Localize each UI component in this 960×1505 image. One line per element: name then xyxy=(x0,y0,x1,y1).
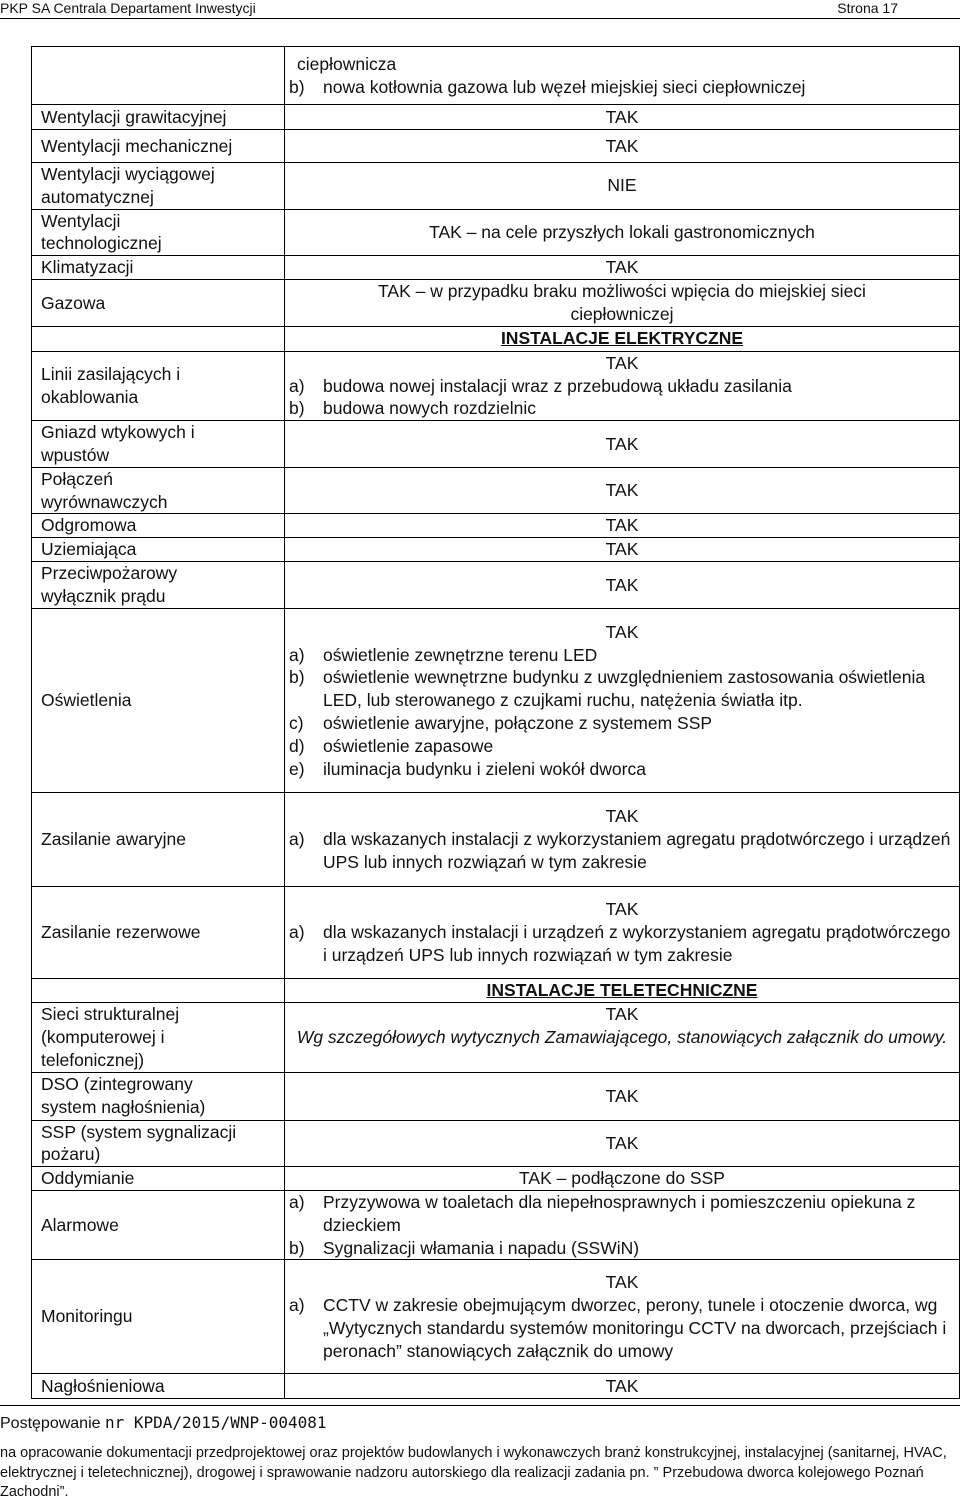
requirement-cell xyxy=(285,887,960,979)
installation-name-line: Połączeń xyxy=(41,468,113,489)
installation-name-line: Monitoringu xyxy=(41,1306,133,1327)
table-row xyxy=(32,514,960,538)
table-row xyxy=(32,47,960,105)
installation-name-line: Przeciwpożarowy xyxy=(41,563,178,584)
installation-name-cell xyxy=(32,538,285,562)
installation-name-line: wyłącznik prądu xyxy=(41,586,166,607)
list-item xyxy=(285,758,959,781)
installation-name-line: Wentylacji mechanicznej xyxy=(41,135,233,156)
list-item xyxy=(285,1191,959,1237)
installation-name-cell xyxy=(32,979,285,1003)
installation-name-line: Klimatyzacji xyxy=(41,257,134,278)
requirement-value: TAK xyxy=(605,574,639,595)
requirement-cell xyxy=(285,1374,960,1399)
list-item xyxy=(285,828,959,874)
requirement-cell xyxy=(285,47,960,105)
requirement-value: TAK xyxy=(605,106,639,127)
list-item xyxy=(285,375,959,398)
installation-name-line: automatycznej xyxy=(41,186,154,207)
table-row xyxy=(32,1190,960,1259)
table-row xyxy=(32,1120,960,1167)
installation-name-cell xyxy=(32,256,285,280)
requirement-cell xyxy=(285,609,960,793)
header-page-number: Strona 17 xyxy=(837,0,898,16)
installation-name-line: Oświetlenia xyxy=(41,690,132,711)
table-row xyxy=(32,793,960,887)
installation-name-cell xyxy=(32,887,285,979)
installations-table xyxy=(31,46,960,1399)
installation-name-line: Wentylacji xyxy=(41,210,121,231)
requirement-cell xyxy=(285,1003,960,1072)
list-marker: b) xyxy=(289,1237,305,1258)
installation-name-cell xyxy=(32,351,285,420)
page-header xyxy=(0,0,960,19)
list-marker: a) xyxy=(289,1295,305,1316)
requirement-value: TAK xyxy=(605,1272,639,1293)
requirement-value: TAK xyxy=(605,515,639,536)
list-item-text: budowa nowych rozdzielnic xyxy=(323,398,537,419)
list-item xyxy=(285,712,959,735)
installation-name-cell xyxy=(32,1167,285,1191)
list-item xyxy=(285,921,959,967)
installation-name-line: pożaru) xyxy=(41,1144,101,1165)
requirement-value: TAK xyxy=(605,806,639,827)
requirement-value: TAK xyxy=(605,1132,639,1153)
requirement-cell xyxy=(285,793,960,887)
list-item xyxy=(285,1237,959,1260)
requirement-cell xyxy=(285,421,960,468)
installation-name-line: (komputerowej i xyxy=(41,1026,165,1047)
table-row xyxy=(32,1260,960,1374)
installation-name-cell xyxy=(32,514,285,538)
list-item-text: oświetlenie awaryjne, połączone z systemem SSP xyxy=(323,713,713,734)
installation-name-line: DSO (zintegrowany xyxy=(41,1074,193,1095)
installation-name-line: Zasilanie awaryjne xyxy=(41,829,186,850)
table-row xyxy=(32,130,960,163)
requirement-cell xyxy=(285,163,960,210)
installation-name-line: Oddymianie xyxy=(41,1168,135,1189)
installation-name-line: okablowania xyxy=(41,386,139,407)
list-marker: b) xyxy=(289,398,305,419)
list-item xyxy=(285,76,959,99)
requirement-cell xyxy=(285,538,960,562)
table-row xyxy=(32,1072,960,1120)
installation-name-cell xyxy=(32,209,285,256)
list-item-text: nowa kotłownia gazowa lub węzeł miejskiej sieci ciepłowniczej xyxy=(323,76,806,97)
section-heading: INSTALACJE ELEKTRYCZNE xyxy=(500,328,744,349)
requirement-value: TAK – w przypadku braku możliwości wpięcia do miejskiej sieci xyxy=(378,281,866,302)
requirement-cell xyxy=(285,979,960,1003)
list-item xyxy=(285,1294,959,1362)
requirement-value: ciepłowniczej xyxy=(570,303,674,324)
list-marker: b) xyxy=(289,667,305,688)
requirement-cell xyxy=(285,351,960,420)
table-row xyxy=(32,105,960,130)
section-heading: INSTALACJE TELETECHNICZNE xyxy=(486,980,758,1001)
requirement-value: TAK xyxy=(605,352,639,373)
requirement-cell xyxy=(285,209,960,256)
requirement-value: TAK xyxy=(605,135,639,156)
installation-name-line: Gniazd wtykowych i xyxy=(41,422,195,443)
installation-name-line: Uziemiająca xyxy=(41,539,137,560)
requirement-cell xyxy=(285,562,960,609)
requirement-value: TAK xyxy=(605,1004,639,1025)
installation-name-cell xyxy=(32,1260,285,1374)
footer-procedure-number: nr KPDA/2015/WNP-004081 xyxy=(104,1413,327,1432)
installation-name-line: Gazowa xyxy=(41,292,106,313)
requirement-value: TAK xyxy=(605,1375,639,1396)
installation-name-cell xyxy=(32,280,285,327)
installation-name-line: wpustów xyxy=(41,444,110,465)
list-item-text: oświetlenie zapasowe xyxy=(323,735,494,756)
requirement-cell xyxy=(285,514,960,538)
table-row xyxy=(32,979,960,1003)
table-row xyxy=(32,280,960,327)
installation-name-line: Sieci strukturalnej xyxy=(41,1004,180,1025)
installation-name-cell xyxy=(32,562,285,609)
list-marker: a) xyxy=(289,1191,305,1212)
requirement-value: TAK xyxy=(605,539,639,560)
list-item xyxy=(285,397,959,420)
table-row xyxy=(32,1167,960,1191)
installation-name-cell xyxy=(32,793,285,887)
continuation-text: ciepłownicza xyxy=(297,53,397,74)
table-row xyxy=(32,421,960,468)
requirement-cell xyxy=(285,280,960,327)
requirement-cell xyxy=(285,1120,960,1167)
list-item xyxy=(285,735,959,758)
installation-name-cell xyxy=(32,421,285,468)
table-row xyxy=(32,163,960,210)
list-item-text: dla wskazanych instalacji z wykorzystaniem agregatu prądotwórczego i urządzeń UPS lub innych rozwiązań w tym zakresie xyxy=(323,829,951,873)
installation-name-cell xyxy=(32,1120,285,1167)
installation-name-line: Wentylacji grawitacyjnej xyxy=(41,106,227,127)
list-marker: a) xyxy=(289,375,305,396)
list-marker: a) xyxy=(289,644,305,665)
list-item-text: oświetlenie wewnętrzne budynku z uwzględnieniem zastosowania oświetlenia LED, lub sterowanego z czujkami ruchu, natężenia światła itp. xyxy=(323,667,926,711)
list-item xyxy=(285,644,959,667)
installation-name-line: technologicznej xyxy=(41,233,162,254)
list-marker: d) xyxy=(289,735,305,756)
requirement-value: TAK xyxy=(605,899,639,920)
installation-name-cell xyxy=(32,1072,285,1120)
list-item-text: CCTV w zakresie obejmującym dworzec, perony, tunele i otoczenie dworca, wg „Wytycznych standardu systemów monitoringu CCTV na dworcach, przejściach i peronach” stanowiących załącznik do umowy xyxy=(323,1295,947,1361)
installation-name-line: system nagłośnienia) xyxy=(41,1097,206,1118)
installation-name-cell xyxy=(32,130,285,163)
requirement-cell xyxy=(285,467,960,514)
installation-name-line: Alarmowe xyxy=(41,1214,119,1235)
installation-name-line: Zasilanie rezerwowe xyxy=(41,922,201,943)
footer-procedure xyxy=(0,1412,327,1435)
requirement-cell xyxy=(285,326,960,351)
footer-description: na opracowanie dokumentacji przedprojektowej oraz projektów budowlanych i wykonawczych branż konstrukcyjnej, instalacyjnej (sanitarnej, HVAC, elektrycznej i teletechnicznej), drogowej i sprawowanie nadzoru autorskiego dla realizacji zadania pn. ” Przebudowa dworca kolejowego Poznań Zachodni”. xyxy=(0,1445,947,1500)
table-row xyxy=(32,1374,960,1399)
requirement-cell xyxy=(285,1190,960,1259)
installation-name-cell xyxy=(32,163,285,210)
italic-note: Wg szczegółowych wytycznych Zamawiającego, stanowiących załącznik do umowy. xyxy=(296,1026,948,1047)
requirement-value: TAK – podłączone do SSP xyxy=(519,1168,725,1189)
installation-name-line: SSP (system sygnalizacji xyxy=(41,1121,237,1142)
installation-name-line: Odgromowa xyxy=(41,515,137,536)
list-marker: c) xyxy=(289,713,304,734)
requirement-cell xyxy=(285,256,960,280)
table-row xyxy=(32,562,960,609)
list-item xyxy=(285,666,959,712)
installation-name-line: Wentylacji wyciągowej xyxy=(41,164,215,184)
requirement-cell xyxy=(285,1072,960,1120)
installation-name-line: telefonicznej) xyxy=(41,1049,145,1070)
requirement-value: NIE xyxy=(607,175,637,196)
list-item-text: dla wskazanych instalacji i urządzeń z wykorzystaniem agregatu prądotwórczego i urządzeń UPS lub innych rozwiązań w tym zakresie xyxy=(323,922,951,966)
installation-name-line: Linii zasilających i xyxy=(41,364,181,385)
installation-name-cell xyxy=(32,1190,285,1259)
table-row xyxy=(32,467,960,514)
list-marker: b) xyxy=(289,76,305,97)
requirement-value: TAK xyxy=(605,621,639,642)
table-row xyxy=(32,1003,960,1072)
list-item-text: oświetlenie zewnętrzne terenu LED xyxy=(323,644,598,665)
requirement-cell xyxy=(285,130,960,163)
header-left: PKP SA Centrala Departament Inwestycji xyxy=(0,0,256,16)
footer-label: Postępowanie xyxy=(0,1415,101,1432)
requirement-value: TAK xyxy=(605,1085,639,1106)
list-marker: a) xyxy=(289,922,305,943)
requirement-cell xyxy=(285,1260,960,1374)
requirement-cell xyxy=(285,1167,960,1191)
installation-name-line: Nagłośnieniowa xyxy=(41,1375,165,1396)
installation-name-cell xyxy=(32,326,285,351)
requirement-value: TAK xyxy=(605,480,639,501)
table-row xyxy=(32,256,960,280)
table-row xyxy=(32,609,960,793)
requirement-value: TAK – na cele przyszłych lokali gastronomicznych xyxy=(429,221,815,242)
list-item-text: iluminacja budynku i zieleni wokół dworca xyxy=(323,758,646,779)
table-row xyxy=(32,326,960,351)
installation-name-cell xyxy=(32,1374,285,1399)
table-row xyxy=(32,351,960,420)
list-item-text: Sygnalizacji włamania i napadu (SSWiN) xyxy=(323,1237,640,1258)
installation-name-cell xyxy=(32,105,285,130)
installation-name-cell xyxy=(32,1003,285,1072)
spacer xyxy=(285,1049,959,1072)
list-marker: e) xyxy=(289,758,305,779)
list-marker: a) xyxy=(289,829,305,850)
installation-name-cell xyxy=(32,609,285,793)
installation-name-line: wyrównawczych xyxy=(41,491,168,512)
table-row xyxy=(32,209,960,256)
installation-name-cell xyxy=(32,467,285,514)
footer-divider xyxy=(0,1405,960,1406)
requirement-cell xyxy=(285,105,960,130)
table-row xyxy=(32,887,960,979)
installation-name-cell xyxy=(32,47,285,105)
requirement-value: TAK xyxy=(605,433,639,454)
list-item-text: budowa nowej instalacji wraz z przebudową układu zasilania xyxy=(323,375,792,396)
table-row xyxy=(32,538,960,562)
list-item-text: Przyzywowa w toaletach dla niepełnosprawnych i pomieszczeniu opiekuna z dzieckiem xyxy=(323,1191,916,1235)
requirement-value: TAK xyxy=(605,257,639,278)
